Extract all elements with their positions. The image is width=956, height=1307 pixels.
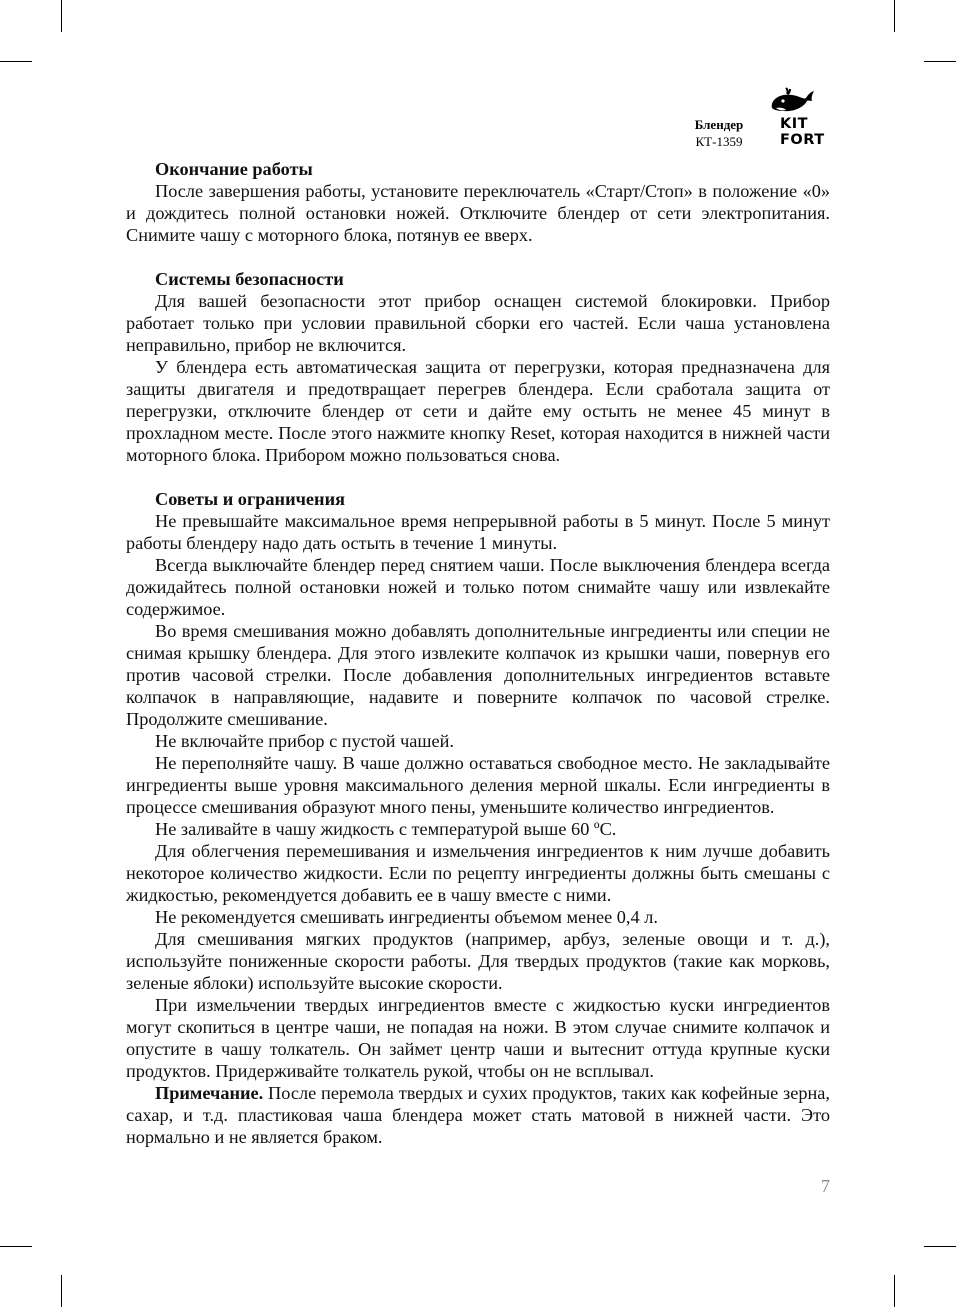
crop-mark-bottom-right-horizontal <box>924 1246 956 1247</box>
brand-wordmark <box>780 116 840 148</box>
crop-mark-top-left-vertical <box>61 0 62 32</box>
section-heading-safety-systems: Системы безопасности <box>155 269 344 289</box>
page-body <box>126 158 830 1148</box>
note-label: Примечание. <box>155 1083 264 1103</box>
paragraph: Всегда выключайте блендер перед снятием чаши. После выключения блендера всегда дожидайтесь полной остановки ножей и только потом снимайте чашу или извлекайте содержимое. <box>126 555 830 619</box>
paragraph: Не рекомендуется смешивать ингредиенты объемом менее 0,4 л. <box>155 907 658 927</box>
section-heading-end-of-work: Окончание работы <box>155 159 313 179</box>
brand-logo <box>762 86 834 150</box>
paragraph: Не включайте прибор с пустой чашей. <box>155 731 454 751</box>
page-number: 7 <box>821 1176 830 1196</box>
whale-icon <box>766 86 818 116</box>
section-heading-tips-and-limitations: Советы и ограничения <box>155 489 345 509</box>
product-name: Блендер <box>694 117 744 132</box>
crop-mark-top-right-vertical <box>894 0 895 32</box>
paragraph: Для смешивания мягких продуктов (например, арбуз, зеленые овощи и т. д.), используйте пониженные скорости работы. Для твердых продуктов (такие как морковь, зеленые яблоки) используйте высокие скорости. <box>126 929 830 993</box>
crop-mark-bottom-right-vertical <box>894 1275 895 1307</box>
paragraph: После завершения работы, установите переключатель «Старт/Стоп» в положение «0» и дождитесь полной остановки ножей. Отключите блендер от сети электропитания. Снимите чашу с моторного блока, потянув ее вверх. <box>126 181 830 245</box>
brand-line-1: KIT <box>780 116 809 132</box>
paragraph: У блендера есть автоматическая защита от перегрузки, которая предназначена для защиты двигателя и предотвращает перегрев блендера. Если сработала защита от перегрузки, отключите блендер от сети и дайте ему остыть не менее 45 минут в прохладном месте. После этого нажмите кнопку Reset, которая находится в нижней части моторного блока. Прибором можно пользоваться снова. <box>126 357 830 465</box>
paragraph: Во время смешивания можно добавлять дополнительные ингредиенты или специи не снимая крышку блендера. Для этого извлеките колпачок из крышки чаши, повернув его против часовой стрелки. После добавления дополнительных ингредиентов вставьте колпачок в направляющие, надавите и поверните колпачок по часовой стрелке. Продолжите смешивание. <box>126 621 830 729</box>
crop-mark-top-right-horizontal <box>924 61 956 62</box>
note-text: После перемола твердых и сухих продуктов, таких как кофейные зерна, сахар, и т.д. пластиковая чаша блендера может стать матовой в нижней части. Это нормально и не является браком. <box>126 1083 830 1147</box>
paragraph: Не заливайте в чашу жидкость с температурой выше 60 ºС. <box>155 819 617 839</box>
paragraph: Для вашей безопасности этот прибор оснащен системой блокировки. Прибор работает только при условии правильной сборки его частей. Если чаша установлена неправильно, прибор не включится. <box>126 291 830 355</box>
paragraph: Не переполняйте чашу. В чаше должно оставаться свободное место. Не закладывайте ингредиенты выше уровня максимального деления мерной шкалы. Если ингредиенты в процессе смешивания образуют много пены, уменьшите количество ингредиентов. <box>126 753 830 817</box>
paragraph: При измельчении твердых ингредиентов вместе с жидкостью куски ингредиентов могут скопиться в центре чаши, не попадая на ножи. В этом случае снимите колпачок и опустите в чашу толкатель. Он займет центр чаши и вытеснит оттуда крупные куски продуктов. Придерживайте толкатель рукой, чтобы он не всплывал. <box>126 995 830 1081</box>
crop-mark-bottom-left-horizontal <box>0 1246 32 1247</box>
product-header <box>680 116 758 150</box>
paragraph: Для облегчения перемешивания и измельчения ингредиентов к ним лучше добавить некоторое количество жидкости. Если по рецепту ингредиенты должны быть смешаны с жидкостью, рекомендуется добавить ее в чашу вместе с ними. <box>126 841 830 905</box>
note-paragraph <box>126 1082 830 1148</box>
paragraph: Не превышайте максимальное время непрерывной работы в 5 минут. После 5 минут работы блендеру надо дать остыть в течение 1 минуты. <box>126 511 830 553</box>
crop-mark-top-left-horizontal <box>0 61 32 62</box>
crop-mark-bottom-left-vertical <box>61 1275 62 1307</box>
brand-line-2: FORT <box>780 132 825 148</box>
product-model: КТ-1359 <box>695 134 743 149</box>
